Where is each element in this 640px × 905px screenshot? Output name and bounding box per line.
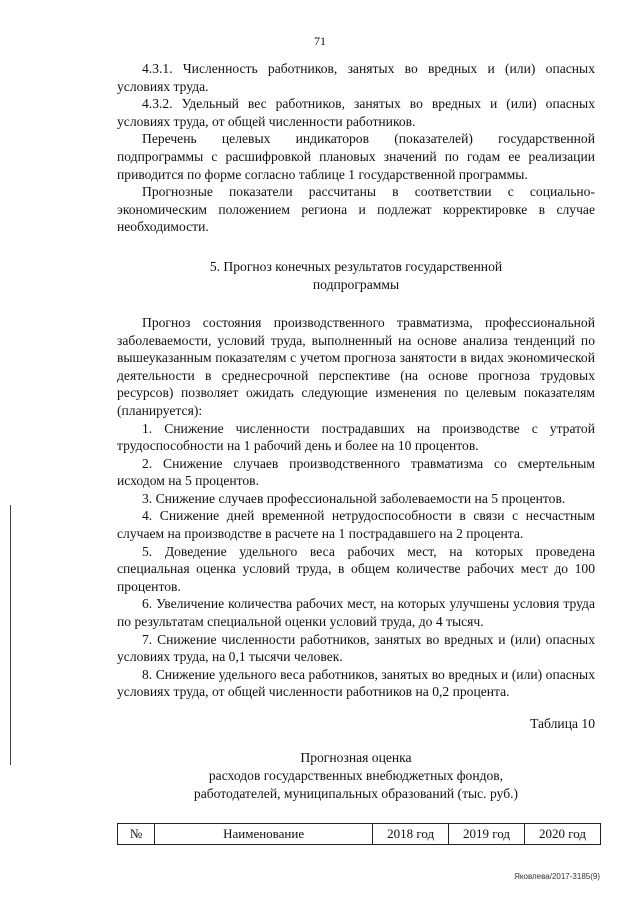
section-title-line-1: 5. Прогноз конечных результатов государственной bbox=[209, 258, 503, 274]
table-caption-line-2: расходов государственных внебюджетных фондов, bbox=[208, 767, 504, 783]
scan-margin-line bbox=[10, 505, 11, 765]
paragraph-4-3-2: 4.3.2. Удельный вес работников, занятых во вредных и (или) опасных условиях труда, от общей численности работников. bbox=[117, 96, 595, 129]
section-title bbox=[117, 258, 595, 294]
page-number: 71 bbox=[314, 34, 326, 48]
forecast-item-7: 7. Снижение численности работников, занятых во вредных и (или) опасных условиях труда, на 0,1 тысячи человек. bbox=[117, 631, 595, 665]
forecast-item-4: 4. Снижение дней временной нетрудоспособности в связи с несчастным случаем на производстве в расчете на 1 пострадавшего на 2 процента. bbox=[117, 508, 595, 542]
table-caption-line-3: работодателей, муниципальных образований (тыс. руб.) bbox=[193, 785, 519, 801]
table-header-row bbox=[118, 823, 601, 844]
table-caption-line-1: Прогнозная оценка bbox=[300, 749, 412, 765]
forecast-item-3: 3. Снижение случаев профессиональной заболеваемости на 5 процентов. bbox=[142, 490, 566, 506]
document-body bbox=[117, 60, 595, 845]
table-caption bbox=[117, 749, 595, 803]
table-label: Таблица 10 bbox=[530, 716, 595, 731]
header-name: Наименование bbox=[155, 823, 373, 844]
expense-forecast-table bbox=[117, 823, 601, 845]
forecast-item-5: 5. Доведение удельного веса рабочих мест, на которых проведена специальная оценка условий труда, в общем количестве рабочих мест до 100 процентов. bbox=[117, 543, 595, 594]
header-2020: 2020 год bbox=[525, 823, 601, 844]
header-2019: 2019 год bbox=[449, 823, 525, 844]
paragraph-4-3-1: 4.3.1. Численность работников, занятых во вредных и (или) опасных условиях труда. bbox=[117, 61, 595, 94]
section-title-line-2: подпрограммы bbox=[312, 276, 400, 292]
forecast-item-2: 2. Снижение случаев производственного травматизма со смертельным исходом на 5 процентов. bbox=[117, 455, 595, 489]
forecast-item-6: 6. Увеличение количества рабочих мест, на которых улучшены условия труда по результатам специальной оценки условий труда, до 4 тысяч. bbox=[117, 596, 595, 630]
forecast-intro-paragraph: Прогноз состояния производственного травматизма, профессиональной заболеваемости, условий труда, выполненный на основе анализа тенденций по вышеуказанным показателям с учетом прогноза занятости в видах экономической деятельности в среднесрочной перспективе (на основе прогноза трудовых ресурсов) позволяет ожидать следующие изменения по целевым показателям (планируется): bbox=[117, 314, 595, 418]
header-number: № bbox=[118, 823, 155, 844]
paragraph-forecast-indicators: Прогнозные показатели рассчитаны в соответствии с социально-экономическим положением региона и подлежат корректировке в случае необходимости. bbox=[117, 184, 595, 235]
forecast-item-1: 1. Снижение численности пострадавших на производстве с утратой трудоспособности на 1 рабочий день и более на 10 процентов. bbox=[117, 420, 595, 454]
forecast-item-8: 8. Снижение удельного веса работников, занятых во вредных и (или) опасных условиях труда, от общей численности работников на 0,2 процента. bbox=[117, 666, 595, 700]
header-2018: 2018 год bbox=[373, 823, 449, 844]
footer-code: Яковлева/2017-3185(9) bbox=[514, 872, 600, 881]
paragraph-indicators-list: Перечень целевых индикаторов (показателей) государственной подпрограммы с расшифровкой плановых значений по годам ее реализации приводится по форме согласно таблице 1 государственной программы. bbox=[117, 131, 595, 182]
